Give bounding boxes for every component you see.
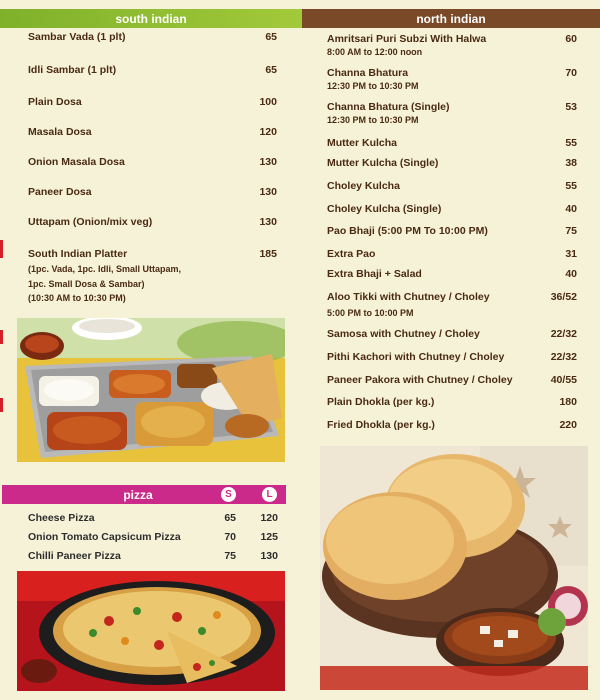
menu-item-name: Mutter Kulcha <box>327 137 398 149</box>
menu-item-price: 55 <box>565 137 577 149</box>
menu-item-name: Onion Masala Dosa <box>28 156 125 168</box>
menu-item-name: Aloo Tikki with Chutney / Choley <box>327 291 490 303</box>
size-large-label: L <box>266 489 273 500</box>
menu-item-price: 38 <box>565 157 577 169</box>
menu-item-price: 100 <box>259 96 277 108</box>
menu-item-price: 53 <box>565 101 577 113</box>
menu-item-price: 55 <box>565 180 577 192</box>
pizza-name: Cheese Pizza <box>28 512 95 524</box>
menu-item-name: Fried Dhokla (per kg.) <box>327 419 435 431</box>
channa-bhatura-photo <box>320 446 588 690</box>
menu-item-price: 22/32 <box>550 351 577 363</box>
menu-item-price: 120 <box>259 126 277 138</box>
menu-item-name: Masala Dosa <box>28 126 92 138</box>
menu-item-price: 40/55 <box>550 374 577 386</box>
menu-item-name: Choley Kulcha <box>327 180 400 192</box>
menu-item-price: 75 <box>565 225 577 237</box>
pizza-name: Onion Tomato Capsicum Pizza <box>28 531 181 543</box>
menu-item-name: Sambar Vada (1 plt) <box>28 31 126 43</box>
size-large-badge <box>262 487 277 502</box>
pizza-price-large: 125 <box>260 531 278 543</box>
size-small-badge <box>221 487 236 502</box>
menu-item-name: Mutter Kulcha (Single) <box>327 157 439 169</box>
north-indian-header <box>302 9 600 28</box>
bhatura-illustration <box>320 446 588 690</box>
menu-item-name: Channa Bhatura <box>327 67 409 79</box>
pizza-photo <box>17 571 285 691</box>
menu-item-price: 185 <box>259 248 277 260</box>
menu-item-name: Extra Bhaji + Salad <box>327 268 422 280</box>
menu-item-name: Pithi Kachori with Chutney / Choley <box>327 351 505 363</box>
menu-item-price: 130 <box>259 156 277 168</box>
menu-item-name: Samosa with Chutney / Choley <box>327 328 480 340</box>
menu-item-time: 12:30 PM to 10:30 PM <box>327 115 419 125</box>
edge-marker <box>0 330 3 344</box>
pizza-illustration <box>17 571 285 691</box>
platter-detail: 1pc. Small Dosa & Sambar) <box>28 279 145 289</box>
pizza-price-small: 75 <box>224 550 236 562</box>
menu-item-price: 70 <box>565 67 577 79</box>
menu-item-name: Idli Sambar (1 plt) <box>28 64 117 76</box>
pizza-price-large: 120 <box>260 512 278 524</box>
menu-item-name: Channa Bhatura (Single) <box>327 101 450 113</box>
menu-item-price: 40 <box>565 203 577 215</box>
menu-item-price: 65 <box>265 64 277 76</box>
pizza-title: pizza <box>123 487 153 502</box>
menu-item-price: 31 <box>565 248 577 260</box>
menu-item-name: Amritsari Puri Subzi With Halwa <box>327 33 487 45</box>
south-indian-platter-photo <box>17 318 285 462</box>
edge-marker <box>0 240 3 258</box>
south-indian-title: south indian <box>115 11 187 26</box>
thali-illustration <box>17 318 285 462</box>
south-indian-header <box>0 9 302 28</box>
menu-item-price: 22/32 <box>550 328 577 340</box>
pizza-price-small: 70 <box>224 531 236 543</box>
menu-item-name: Paneer Pakora with Chutney / Choley <box>327 374 513 386</box>
menu-item-time: 12:30 PM to 10:30 PM <box>327 81 419 91</box>
menu-item-name: Choley Kulcha (Single) <box>327 203 442 215</box>
menu-item-name: Plain Dosa <box>28 96 82 108</box>
menu-item-time: 8:00 AM to 12:00 noon <box>327 47 423 57</box>
menu-item-price: 60 <box>565 33 577 45</box>
pizza-header <box>2 485 286 504</box>
pizza-price-small: 65 <box>224 512 236 524</box>
menu-item-price: 130 <box>259 186 277 198</box>
menu-item-price: 130 <box>259 216 277 228</box>
edge-marker <box>0 398 3 412</box>
menu-item-price: 220 <box>559 419 577 431</box>
size-small-label: S <box>225 489 232 500</box>
menu-item-name: Paneer Dosa <box>28 186 92 198</box>
menu-item-price: 36/52 <box>550 291 577 303</box>
menu-item-name: Uttapam (Onion/mix veg) <box>28 216 153 228</box>
menu-item-name: Plain Dhokla (per kg.) <box>327 396 435 408</box>
menu-item-time: 5:00 PM to 10:00 PM <box>327 308 414 318</box>
pizza-name: Chilli Paneer Pizza <box>28 550 121 562</box>
menu-item-price: 180 <box>559 396 577 408</box>
menu-item-name: South Indian Platter <box>28 248 128 260</box>
menu-item-name: Pao Bhaji (5:00 PM To 10:00 PM) <box>327 225 488 237</box>
platter-detail: (10:30 AM to 10:30 PM) <box>28 293 126 303</box>
pizza-price-large: 130 <box>260 550 278 562</box>
menu-item-name: Extra Pao <box>327 248 376 260</box>
platter-detail: (1pc. Vada, 1pc. Idli, Small Uttapam, <box>28 264 182 274</box>
north-indian-title: north indian <box>416 11 486 26</box>
menu-item-price: 40 <box>565 268 577 280</box>
menu-item-price: 65 <box>265 31 277 43</box>
